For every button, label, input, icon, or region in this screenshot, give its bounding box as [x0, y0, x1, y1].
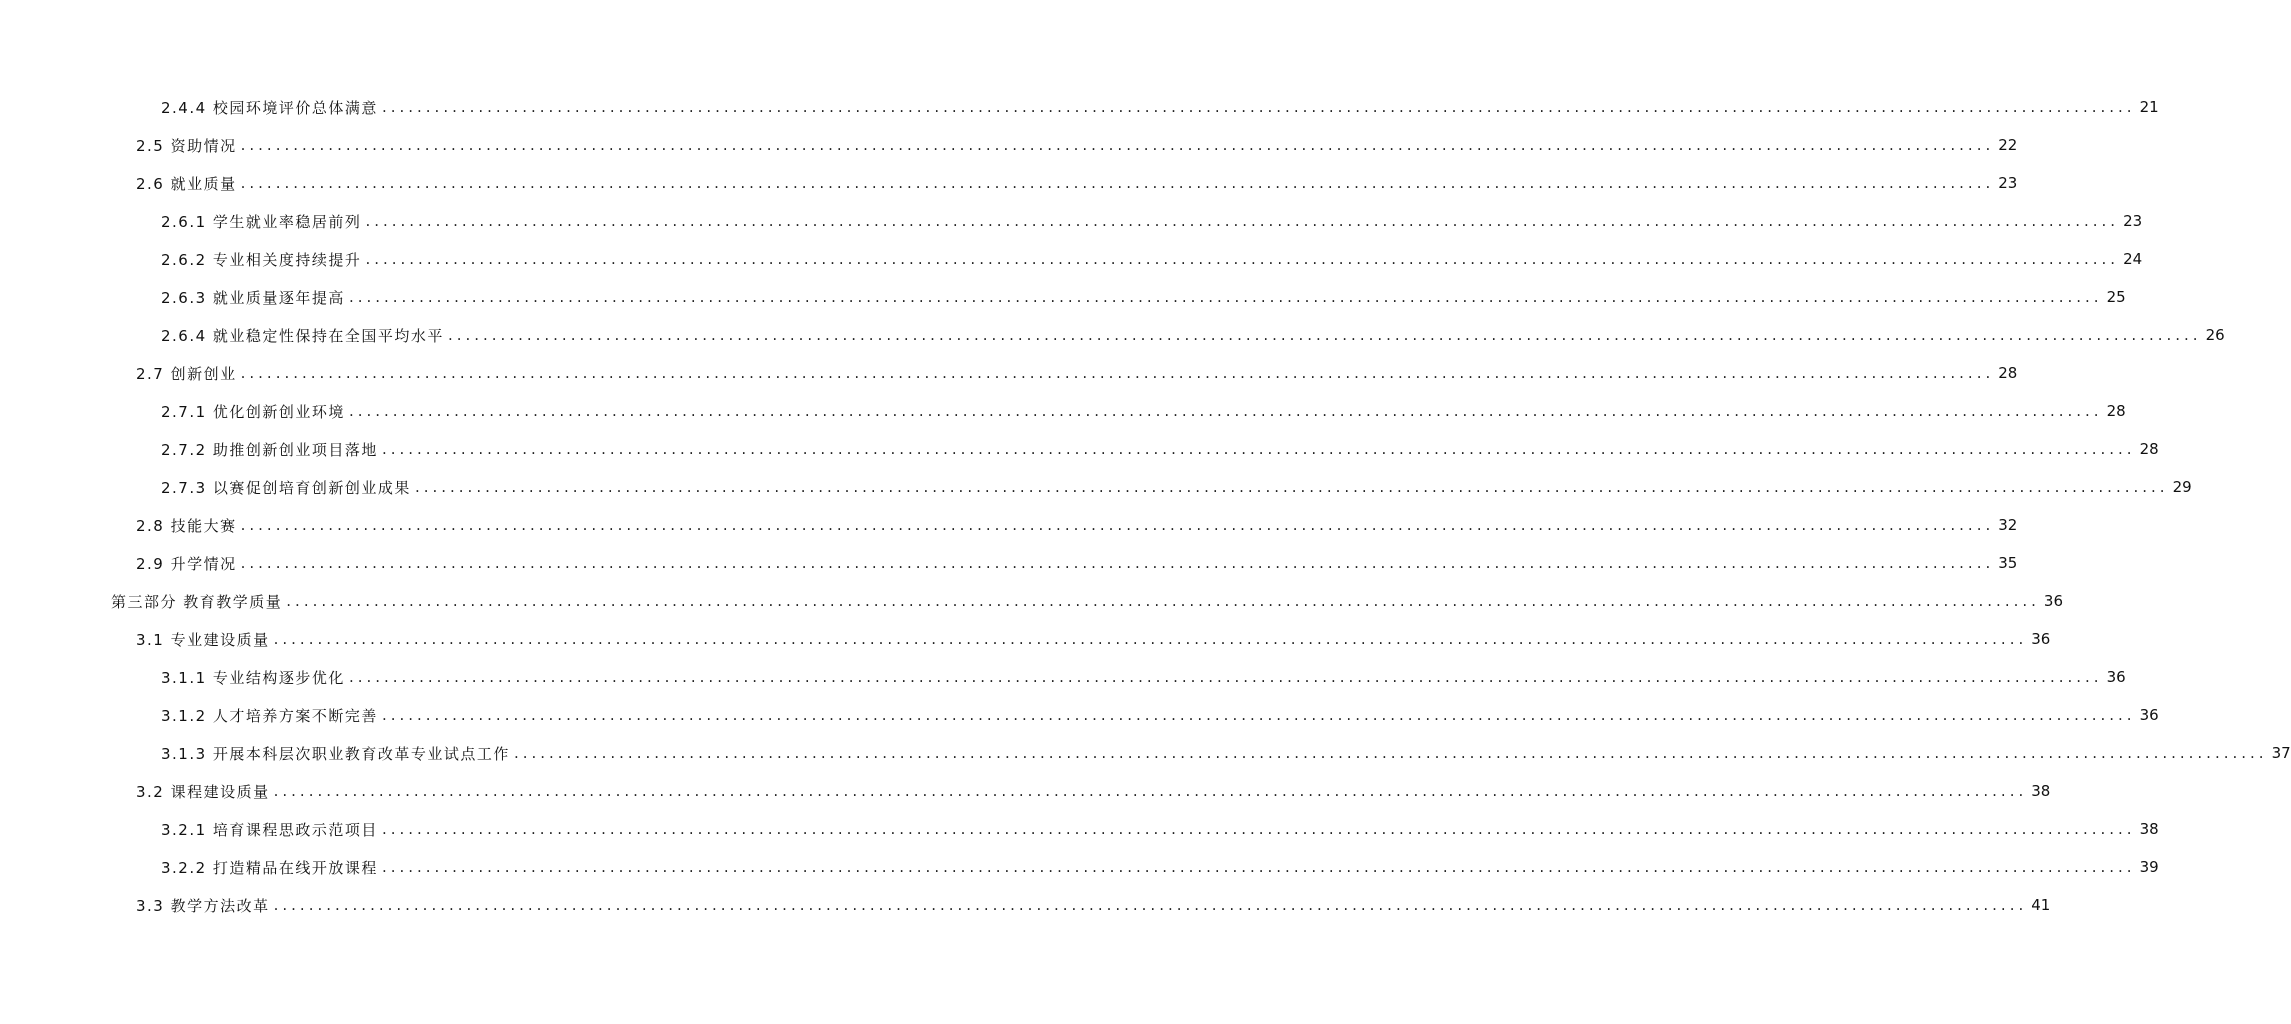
dot-leader: ........................................................................................................................................................................................................ — [273, 896, 2028, 914]
toc-entry-page-number: 23 — [1998, 174, 2018, 192]
dot-leader: ........................................................................................................................................................................................................ — [447, 326, 2202, 344]
toc-entry-page-number: 41 — [2031, 896, 2051, 914]
dot-leader: ........................................................................................................................................................................................................ — [240, 174, 1995, 192]
toc-entry-page-number: 35 — [1998, 554, 2018, 572]
toc-entry[interactable] — [0, 810, 2159, 848]
toc-entry[interactable] — [0, 696, 2159, 734]
toc-entry-title: 2.6.4 就业稳定性保持在全国平均水平 — [161, 325, 448, 346]
dot-leader: ........................................................................................................................................................................................................ — [240, 516, 1995, 534]
toc-entry[interactable] — [0, 164, 2018, 202]
toc-entry[interactable] — [0, 848, 2159, 886]
dot-leader: ........................................................................................................................................................................................................ — [240, 364, 1995, 382]
dot-leader: ........................................................................................................................................................................................................ — [348, 288, 2103, 306]
dot-leader: ........................................................................................................................................................................................................ — [513, 744, 2268, 762]
toc-entry-page-number: 39 — [2139, 858, 2159, 876]
toc-entry-title: 2.9 升学情况 — [136, 553, 241, 574]
toc-entry-page-number: 32 — [1998, 516, 2018, 534]
toc-entry-page-number: 37 — [2271, 744, 2291, 762]
toc-entry-page-number: 25 — [2106, 288, 2126, 306]
toc-entry-title: 2.6.2 专业相关度持续提升 — [161, 249, 365, 270]
toc-entry-page-number: 24 — [2123, 250, 2143, 268]
toc-entry-title: 2.6.3 就业质量逐年提高 — [161, 287, 349, 308]
toc-entry-title: 3.2.1 培育课程思政示范项目 — [161, 819, 382, 840]
toc-entry[interactable] — [0, 658, 2126, 696]
toc-entry-title: 2.7 创新创业 — [136, 363, 241, 384]
toc-entry-page-number: 21 — [2139, 98, 2159, 116]
toc-entry-page-number: 36 — [2139, 706, 2159, 724]
toc-entry-title: 3.1.1 专业结构逐步优化 — [161, 667, 349, 688]
toc-entry[interactable] — [0, 506, 2018, 544]
toc-entry-page-number: 23 — [2123, 212, 2143, 230]
toc-entry[interactable] — [0, 316, 2225, 354]
dot-leader: ........................................................................................................................................................................................................ — [381, 98, 2136, 116]
toc-entry-page-number: 38 — [2031, 782, 2051, 800]
toc-entry-page-number: 29 — [2172, 478, 2192, 496]
toc-entry[interactable] — [0, 430, 2159, 468]
dot-leader: ........................................................................................................................................................................................................ — [348, 402, 2103, 420]
toc-entry-title: 2.7.1 优化创新创业环境 — [161, 401, 349, 422]
toc-entry-page-number: 26 — [2205, 326, 2225, 344]
toc-entry-title: 2.6.1 学生就业率稳居前列 — [161, 211, 365, 232]
toc-entry[interactable] — [0, 354, 2018, 392]
toc-entry[interactable] — [0, 544, 2018, 582]
dot-leader: ........................................................................................................................................................................................................ — [381, 706, 2136, 724]
dot-leader: ........................................................................................................................................................................................................ — [381, 440, 2136, 458]
toc-entry-title: 3.1 专业建设质量 — [136, 629, 274, 650]
toc-entry-title: 2.8 技能大赛 — [136, 515, 241, 536]
toc-entry-title: 2.6 就业质量 — [136, 173, 241, 194]
toc-entry-page-number: 28 — [2106, 402, 2126, 420]
toc-entry[interactable] — [0, 468, 2192, 506]
toc-entry[interactable] — [0, 886, 2051, 924]
toc-entry-page-number: 22 — [1998, 136, 2018, 154]
dot-leader: ........................................................................................................................................................................................................ — [381, 820, 2136, 838]
toc-entry-title: 3.1.3 开展本科层次职业教育改革专业试点工作 — [161, 743, 514, 764]
dot-leader: ........................................................................................................................................................................................................ — [414, 478, 2169, 496]
dot-leader: ........................................................................................................................................................................................................ — [240, 136, 1995, 154]
toc-entry[interactable] — [0, 202, 2143, 240]
toc-entry-title: 3.1.2 人才培养方案不断完善 — [161, 705, 382, 726]
toc-entry[interactable] — [0, 278, 2126, 316]
toc-entry-page-number: 36 — [2031, 630, 2051, 648]
toc-entry-page-number: 38 — [2139, 820, 2159, 838]
dot-leader: ........................................................................................................................................................................................................ — [240, 554, 1995, 572]
toc-entry[interactable] — [0, 88, 2159, 126]
toc-entry-title: 2.7.3 以赛促创培育创新创业成果 — [161, 477, 415, 498]
toc-entry-page-number: 36 — [2043, 592, 2063, 610]
toc-entry-page-number: 36 — [2106, 668, 2126, 686]
toc-entry-title: 3.2.2 打造精品在线开放课程 — [161, 857, 382, 878]
toc-entry-title: 第三部分 教育教学质量 — [111, 591, 286, 612]
dot-leader: ........................................................................................................................................................................................................ — [381, 858, 2136, 876]
toc-entry-title: 3.3 教学方法改革 — [136, 895, 274, 916]
toc-entry-title: 3.2 课程建设质量 — [136, 781, 274, 802]
toc-entry[interactable] — [0, 240, 2143, 278]
toc-entry[interactable] — [0, 126, 2018, 164]
toc-entry[interactable] — [0, 734, 2291, 772]
toc-entry[interactable] — [0, 392, 2126, 430]
dot-leader: ........................................................................................................................................................................................................ — [273, 782, 2028, 800]
dot-leader: ........................................................................................................................................................................................................ — [348, 668, 2103, 686]
toc-entry-title: 2.7.2 助推创新创业项目落地 — [161, 439, 382, 460]
toc-entry-page-number: 28 — [1998, 364, 2018, 382]
dot-leader: ........................................................................................................................................................................................................ — [273, 630, 2028, 648]
toc-entry-title: 2.5 资助情况 — [136, 135, 241, 156]
table-of-contents — [0, 88, 2291, 924]
dot-leader: ........................................................................................................................................................................................................ — [286, 592, 2040, 610]
toc-entry-title: 2.4.4 校园环境评价总体满意 — [161, 97, 382, 118]
toc-entry[interactable] — [0, 620, 2051, 658]
toc-entry-page-number: 28 — [2139, 440, 2159, 458]
dot-leader: ........................................................................................................................................................................................................ — [365, 212, 2120, 230]
toc-entry[interactable] — [0, 772, 2051, 810]
dot-leader: ........................................................................................................................................................................................................ — [365, 250, 2120, 268]
toc-entry[interactable] — [0, 582, 2063, 620]
